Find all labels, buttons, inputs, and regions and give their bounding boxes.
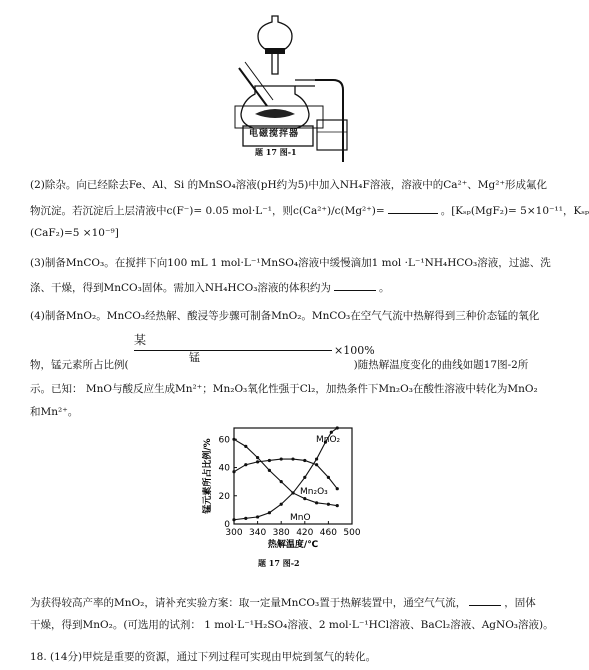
q3-line2 (30, 281, 389, 294)
data-point (303, 459, 306, 462)
data-point (303, 476, 306, 479)
data-point (303, 497, 306, 500)
q4-line4: 和Mn²⁺。 (30, 406, 79, 418)
stirrer-label: 电磁搅拌器 (249, 129, 300, 139)
series-label: MnO (290, 513, 311, 523)
fraction-numerator: 某 (134, 333, 147, 347)
figure1-caption: 题 17 图-1 (255, 147, 297, 157)
x-tick-label: 300 (225, 528, 243, 538)
data-point (315, 457, 318, 460)
x-tick-label: 420 (296, 528, 314, 538)
series-line-1 (234, 459, 337, 489)
data-point (256, 456, 259, 459)
fraction-denominator: 锰 (189, 351, 200, 364)
q3-line2-text-a: 涤、干燥，得到MnCO₃固体。需加入NH₄HCO₃溶液的体积约为 (30, 282, 331, 294)
q2-line2-text-b: 。[Kₛₚ(MgF₂)= 5×10⁻¹¹，Kₛₚ (440, 205, 589, 217)
q3-line1: (3)制备MnCO₃。在搅拌下向100 mL 1 mol·L⁻¹MnSO₄溶液中缓慢滴加1 mol ·L⁻¹NH₄HCO₃溶液，过滤、洗 (30, 257, 551, 269)
q3-line2-text-b: 。 (378, 282, 390, 294)
answer-blank-q2[interactable] (388, 204, 438, 214)
answer-blank-q4[interactable] (469, 596, 501, 606)
q2-line1: (2)除杂。向已经除去Fe、Al、Si 的MnSO₄溶液(pH约为5)中加入NH₄F溶液，溶液中的Ca²⁺、Mg²⁺形成氟化 (30, 179, 548, 191)
data-point (336, 504, 339, 507)
q4-line3: 示。已知： MnO与酸反应生成Mn²⁺；Mn₂O₃氧化性强于Cl₂，加热条件下Mn₂O₃在酸性溶液中转化为MnO₂ (30, 383, 538, 395)
data-point (244, 463, 247, 466)
q4b-line1-text-a: 为获得较高产率的MnO₂，请补充实验方案：取一定量MnCO₃置于热解装置中，通空气气流， (30, 597, 467, 609)
q4-line1: (4)制备MnO₂。MnCO₃经热解、酸浸等步骤可制备MnO₂。MnCO₃在空气气流中热解得到三种价态锰的氧化 (30, 310, 540, 322)
data-point (280, 503, 283, 506)
q4-line2-text-b: )随热解温度变化的曲线如题17图-2所 (353, 359, 529, 371)
y-tick-label: 40 (218, 463, 230, 474)
data-point (327, 503, 330, 506)
data-point (268, 469, 271, 472)
q4b-line1-text-b: ，固体 (504, 597, 536, 609)
data-point (256, 515, 259, 518)
x-tick-label: 500 (343, 528, 361, 538)
q4-line2 (30, 360, 528, 371)
data-point (256, 460, 259, 463)
data-point (315, 463, 318, 466)
data-point (280, 480, 283, 483)
series-label: Mn₂O₃ (300, 487, 328, 497)
data-point (336, 426, 339, 429)
y-tick-label: 60 (218, 435, 230, 446)
data-point (291, 491, 294, 494)
x-tick-label: 340 (249, 528, 267, 538)
data-point (244, 445, 247, 448)
q2-line3: (CaF₂)=5 ×10⁻⁹] (30, 227, 119, 239)
data-point (232, 438, 235, 441)
thermal-chart (196, 420, 366, 580)
chart-svg (196, 420, 366, 580)
chart-caption: 题 17 图-2 (258, 558, 300, 568)
data-point (232, 470, 235, 473)
q4b-line1 (30, 596, 536, 609)
x-tick-label: 460 (319, 528, 337, 538)
apparatus-figure (225, 10, 530, 160)
data-point (315, 501, 318, 504)
data-point (330, 431, 333, 434)
data-point (232, 518, 235, 521)
q4b-line2: 干燥，得到MnO₂。(可选用的试剂： 1 mol·L⁻¹H₂SO₄溶液、2 mol·L⁻¹HCl溶液、BaCl₂溶液、AgNO₃溶液)。 (30, 619, 554, 631)
x-tick-label: 380 (272, 528, 290, 538)
q2-line2 (30, 204, 589, 217)
x-axis-label: 热解温度/℃ (267, 540, 319, 550)
data-point (280, 457, 283, 460)
fraction-bar (134, 350, 332, 351)
data-point (268, 459, 271, 462)
answer-blank-q3[interactable] (334, 281, 376, 291)
data-point (336, 487, 339, 490)
y-tick-label: 0 (224, 520, 230, 530)
data-point (327, 476, 330, 479)
q2-line2-text-a: 物沉淀。若沉淀后上层清液中c(F⁻)= 0.05 mol·L⁻¹，则c(Ca²⁺)/c(Mg²⁺)= (30, 205, 385, 217)
y-axis-label: 锰元素所占比例/% (203, 438, 213, 514)
q4-line2-text-a: 物，锰元素所占比例( (30, 359, 129, 371)
data-point (291, 457, 294, 460)
q18-line1: 18. (14分)甲烷是重要的资源，通过下列过程可实现由甲烷到氢气的转化。 (30, 651, 377, 663)
data-point (268, 511, 271, 514)
y-tick-label: 20 (218, 491, 230, 502)
data-point (244, 517, 247, 520)
series-label: MnO₂ (316, 435, 341, 445)
fraction-multiplier: ×100% (334, 344, 375, 357)
